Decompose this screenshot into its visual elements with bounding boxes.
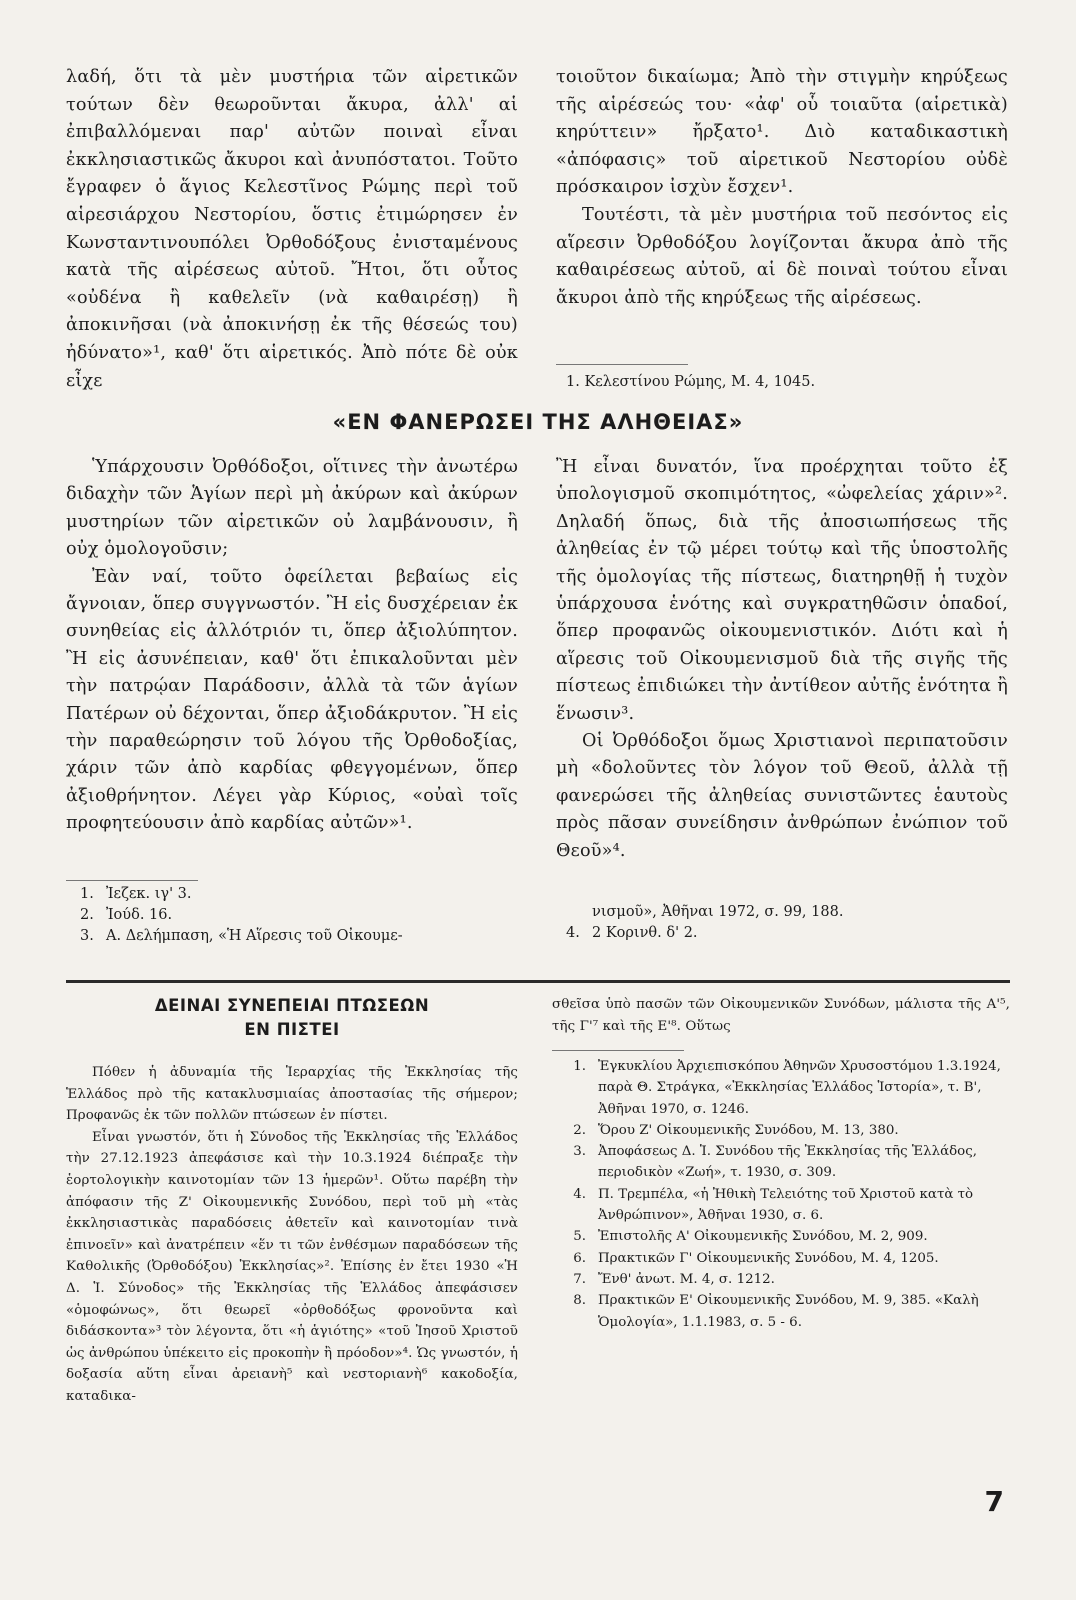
middle-right-footnotes <box>566 902 1006 944</box>
middle-right-column <box>556 454 1008 865</box>
lower-right-footnotes <box>552 1056 1010 1333</box>
footnote: 1. Ἰεζεκ. ιγ' 3. <box>80 886 192 902</box>
footnote: 5. Ἐπιστολῆς Α' Οἰκουμενικῆς Συνόδου, Μ. 2, 909. <box>573 1229 928 1245</box>
page-number: 7 <box>984 1485 1004 1518</box>
middle-left-footnotes <box>80 884 520 947</box>
top-right-column <box>556 64 1008 312</box>
footnote: 7. Ἔνθ' ἀνωτ. Μ. 4, σ. 1212. <box>573 1271 775 1287</box>
paragraph: Τουτέστι, τὰ μὲν μυστήρια τοῦ πεσόντος εἰς αἵρεσιν Ὀρθοδόξου λογίζονται ἄκυρα ἀπὸ τῆς καθαιρέσεως αὐτοῦ, αἱ δὲ ποιναὶ τούτου εἶναι ἄκυροι ἀπὸ τῆς κηρύξεως τῆς αἱρέσεως. <box>556 204 1008 308</box>
article-title-line: ΔΕΙΝΑΙ ΣΥΝΕΠΕΙΑΙ ΠΤΩΣΕΩΝ <box>154 996 430 1015</box>
footnote: 1. Ἐγκυκλίου Ἀρχιεπισκόπου Ἀθηνῶν Χρυσοστόμου 1.3.1924, παρὰ Θ. Στράγκα, «Ἐκκλησίας Ἑλλάδος Ἱστορία», τ. Β', Ἀθῆναι 1970, σ. 1246. <box>573 1059 1001 1117</box>
lower-right-column <box>552 994 1010 1037</box>
top-right-footnotes <box>566 372 1006 393</box>
footnote: 8. Πρακτικῶν Ε' Οἰκουμενικῆς Συνόδου, Μ. 9, 385. «Καλὴ Ὁμολογία», 1.1.1983, σ. 5 - 6. <box>573 1293 979 1330</box>
footnote: 1. Κελεστίνου Ρώμης, Μ. 4, 1045. <box>566 374 816 390</box>
footnote-divider <box>556 364 688 365</box>
footnote: 2. Ἰούδ. 16. <box>80 907 173 923</box>
paragraph: Εἶναι γνωστόν, ὅτι ἡ Σύνοδος τῆς Ἐκκλησίας τῆς Ἑλλάδος τὴν 27.12.1923 ἀπεφάσισε καὶ τὴν 10.3.1924 διέπραξε τὴν ἑορτολογικὴν καινοτομίαν τῶν 13 ἡμερῶν¹. Οὕτω παρέβη τὴν ἀπόφασιν τῆς Ζ' Οἰκουμενικῆς Συνόδου, περὶ τοῦ μὴ «τὰς ἐκκλησιαστικὰς παραδόσεις ἀθετεῖν καὶ καινοτομίαν τινὰ ἐπινοεῖν» καὶ ἀνατρέπειν «ἕν τι τῶν ἐνθέσμων παραδόσεων τῆς Καθολικῆς (Ὀρθοδόξου) Ἐκκλησίας»². Ἐπίσης ἐν ἔτει 1930 «Ἡ Δ. Ἱ. Σύνοδος» τῆς Ἐκκλησίας τῆς Ἑλλάδος ἀπεφάσισεν «ὁμοφώνως», ὅτι θεωρεῖ «ὀρθοδόξως φρονοῦντα καὶ διδάσκοντα»³ τὸν λέγοντα, ὅτι «ἡ ἁγιότης» «τοῦ Ἰησοῦ Χριστοῦ ὡς ἀνθρώπου ὑπέκειτο εἰς προκοπὴν ἢ πρόοδον»⁴. Ὡς γνωστόν, ἡ δοξασία αὕτη εἶναι ἀρειανὴ⁵ καὶ νεστοριανὴ⁶ κακοδοξία, καταδικα- <box>66 1129 518 1404</box>
paragraph: Ἐὰν ναί, τοῦτο ὀφείλεται βεβαίως εἰς ἄγνοιαν, ὅπερ συγγνωστόν. Ἢ εἰς δυσχέρειαν ἐκ συνηθείας εἰς ἀλλότριόν τι, ὅπερ ἀξιολύπητον. Ἢ εἰς ἀσυνέπειαν, καθ' ὅτι ἐπικαλοῦνται μὲν τὴν πατρῴαν Παράδοσιν, ἀλλὰ τὰ τῶν ἁγίων Πατέρων οὐ δέχονται, ὅπερ ἀξιοδάκρυτον. Ἢ εἰς τὴν παραθεώρησιν τοῦ λόγου τῆς Ὀρθοδοξίας, χάριν τῶν ἀπὸ καρδίας φθεγγομένων, ὅπερ ἀξιοθρήνητον. Λέγει γὰρ Κύριος, «οὐαὶ τοῖς προφητεύουσιν ἀπὸ καρδίας αὐτῶν»¹. <box>66 566 518 834</box>
top-left-column <box>66 64 518 395</box>
paragraph: λαδή, ὅτι τὰ μὲν μυστήρια τῶν αἱρετικῶν τούτων δὲν θεωροῦνται ἄκυρα, ἀλλ' αἱ ἐπιβαλλόμεναι παρ' αὐτῶν ποιναὶ εἶναι ἐκκλησιαστικῶς ἄκυροι καὶ ἀνυπόστατοι. Τοῦτο ἔγραφεν ὁ ἅγιος Κελεστῖνος Ρώμης περὶ τοῦ αἱρεσιάρχου Νεστορίου, ὅστις ἐτιμώρησεν ἐν Κωνσταντινουπόλει Ὀρθοδόξους ἐνισταμένους κατὰ τῆς αἱρέσεως αὐτοῦ. Ἤτοι, ὅτι οὗτος «οὐδένα ἢ καθελεῖν (νὰ καθαιρέσῃ) ἢ ἀποκινῆσαι (νὰ ἀποκινήσῃ ἐκ τῆς θέσεώς του) ἠδύνατο»¹, καθ' ὅτι αἱρετικός. Ἀπὸ πότε δὲ οὐκ εἶχε <box>66 67 518 391</box>
footnote: 3. Α. Δελήμπαση, «Ἡ Αἵρεσις τοῦ Οἰκουμε- <box>80 928 403 944</box>
footnote-divider <box>66 880 198 881</box>
paragraph: τοιοῦτον δικαίωμα; Ἀπὸ τὴν στιγμὴν κηρύξεως τῆς αἱρέσεώς του· «ἀφ' οὗ τοιαῦτα (αἱρετικὰ) κηρύττειν» ἤρξατο¹. Διὸ καταδικαστικὴ «ἀπόφασις» τοῦ αἱρετικοῦ Νεστορίου οὐδὲ πρόσκαιρον ἰσχὺν ἔσχεν¹. <box>556 67 1008 198</box>
footnote-divider <box>552 1050 684 1051</box>
paragraph: Οἱ Ὀρθόδοξοι ὅμως Χριστιανοὶ περιπατοῦσιν μὴ «δολοῦντες τὸν λόγον τοῦ Θεοῦ, ἀλλὰ τῇ φανερώσει τῆς ἀληθείας συνιστῶντες ἑαυτοὺς πρὸς πᾶσαν συνείδησιν ἀνθρώπων ἐνώπιον τοῦ Θεοῦ»⁴. <box>556 731 1008 861</box>
section-heading: «ΕΝ ΦΑΝΕΡΩΣΕΙ ΤΗΣ ΑΛΗΘΕΙΑΣ» <box>332 410 744 434</box>
article-title-line: ΕΝ ΠΙΣΤΕΙ <box>244 1020 340 1039</box>
article-title <box>66 994 518 1042</box>
footnote: 4. 2 Κορινθ. δ' 2. <box>566 925 698 941</box>
footnote: νισμοῦ», Ἀθῆναι 1972, σ. 99, 188. <box>592 904 844 920</box>
paragraph: Ὑπάρχουσιν Ὀρθόδοξοι, οἵτινες τὴν ἀνωτέρω διδαχὴν τῶν Ἁγίων περὶ μὴ ἀκύρων καὶ ἀκύρων μυστηρίων τῶν αἱρετικῶν οὐ λαμβάνουσιν, ἢ οὐχ ὁμολογοῦσιν; <box>66 457 518 560</box>
footnote: 6. Πρακτικῶν Γ' Οἰκουμενικῆς Συνόδου, Μ. 4, 1205. <box>573 1250 939 1266</box>
paragraph: σθεῖσα ὑπὸ πασῶν τῶν Οἰκουμενικῶν Συνόδων, μάλιστα τῆς Α'⁵, τῆς Γ'⁷ καὶ τῆς Ε'⁸. Οὕτως <box>552 997 1010 1034</box>
footnote: 2. Ὅρου Ζ' Οἰκουμενικῆς Συνόδου, Μ. 13, 380. <box>573 1122 899 1138</box>
paragraph: Ἢ εἶναι δυνατόν, ἵνα προέρχηται τοῦτο ἐξ ὑπολογισμοῦ σκοπιμότητος, «ὠφελείας χάριν»². Δηλαδή ὅπως, διὰ τῆς ἀποσιωπήσεως τῆς ἀληθείας ἐν τῷ μέρει τούτῳ καὶ τῆς ὑποστολῆς τῆς ὁμολογίας τῆς πίστεως, διατηρηθῇ ἡ τυχὸν ὑπάρχουσα ἑνότης καὶ συγκρατηθῶσιν ὁπαδοί, ὅπερ προφανῶς οἰκουμενιστικόν. Διότι καὶ ἡ αἵρεσις τοῦ Οἰκουμενισμοῦ διὰ τῆς σιγῆς τῆς πίστεως ἐπιδιώκει τὴν ἀντίθεον αὐτῆς ἑνότητα ἢ ἕνωσιν³. <box>556 457 1008 724</box>
footnote: 3. Ἀποφάσεως Δ. Ἱ. Συνόδου τῆς Ἐκκλησίας τῆς Ἑλλάδος, περιοδικὸν «Ζωή», τ. 1930, σ. 309. <box>573 1144 977 1181</box>
middle-left-column <box>66 454 518 838</box>
footnote: 4. Π. Τρεμπέλα, «ἡ Ἠθικὴ Τελειότης τοῦ Χριστοῦ κατὰ τὸ Ἀνθρώπινον», Ἀθῆναι 1930, σ. 6. <box>573 1186 974 1224</box>
section-divider <box>66 980 1010 983</box>
paragraph: Πόθεν ἡ ἀδυναμία τῆς Ἱεραρχίας τῆς Ἐκκλησίας τῆς Ἑλλάδος πρὸ τῆς κατακλυσμιαίας ἀποστασίας τῆς σήμερον; Προφανῶς ἐκ τῶν πολλῶν πτώσεων ἐν πίστει. <box>66 1065 518 1124</box>
lower-left-column <box>66 1062 518 1408</box>
